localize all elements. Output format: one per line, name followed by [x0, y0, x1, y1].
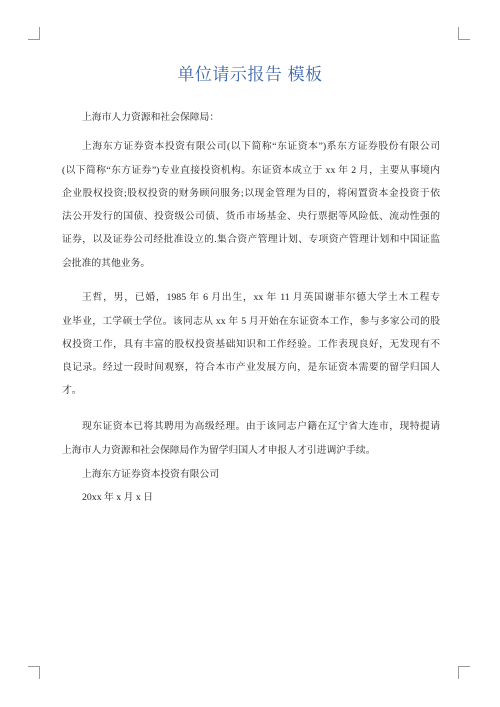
- signature-organization: 上海东方证券资本投资有限公司: [82, 468, 220, 480]
- body-paragraph-1: [62, 135, 440, 275]
- signature-block: [62, 463, 440, 486]
- date-block: [62, 486, 440, 509]
- paragraph-line: 才。: [62, 385, 82, 397]
- paragraph-line: 上海市人力资源和社会保障局作为留学归国人才申报人才引进调沪手续。: [62, 444, 376, 456]
- crop-mark-top-right: [458, 27, 470, 40]
- paragraph-line: (以下简称“东方证券”)专业直接投资机构。东证资本成立于 xx 年 2 月，主要从事境内: [62, 164, 440, 176]
- salutation-block: [62, 106, 440, 129]
- paragraph-line: 企业股权投资;股权投资的财务顾问服务;以现金管理为目的，将闲置资本金投资于依: [62, 187, 440, 199]
- crop-mark-bottom-left: [28, 666, 40, 679]
- paragraph-line: 王哲，男，已婚，1985 年 6 月出生，xx 年 11 月英国谢菲尔德大学土木工程专: [82, 292, 440, 304]
- salutation: 上海市人力资源和社会保障局：: [82, 111, 220, 123]
- crop-mark-bottom-right: [458, 666, 470, 679]
- paragraph-line: 权投资工作，具有丰富的股权投资基础知识和工作经验。工作表现良好，无发现有不: [62, 338, 440, 350]
- paragraph-line: 法公开发行的国债、投资级公司债、货币市场基金、央行票据等风险低、流动性强的: [62, 211, 440, 223]
- body-paragraph-2: [62, 286, 440, 402]
- document-title: 单位请示报告 模板: [177, 65, 323, 84]
- signature-date: 20xx 年 x 月 x 日: [82, 491, 154, 503]
- paragraph-line: 现东证资本已将其聘用为高级经理。由于该同志户籍在辽宁省大连市，现特提请: [82, 421, 440, 433]
- paragraph-line: 证券，以及证券公司经批准设立的.集合资产管理计划、专项资产管理计划和中国证监: [62, 234, 440, 246]
- body-paragraph-3: [62, 415, 440, 462]
- paragraph-line: 良记录。经过一段时间观察，符合本市产业发展方向，是东证资本需要的留学归国人: [62, 362, 440, 374]
- paragraph-line: 上海东方证券资本投资有限公司(以下简称“东证资本”)系东方证券股份有限公司: [82, 141, 440, 153]
- paragraph-line: 会批准的其他业务。: [62, 257, 151, 269]
- paragraph-line: 业毕业，工学硕士学位。该同志从 xx 年 5 月开始在东证资本工作，参与多家公司的股: [62, 315, 440, 327]
- crop-mark-top-left: [28, 27, 40, 40]
